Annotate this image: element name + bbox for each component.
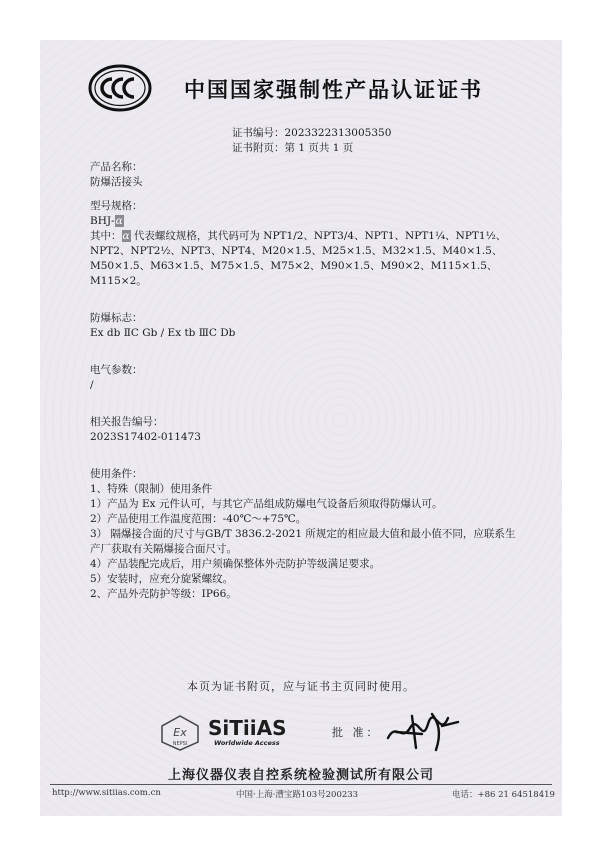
approval-block — [160, 712, 460, 756]
organization-name: 上海仪器仪表自控系统检验测试所有限公司 — [167, 768, 434, 783]
report-label: 相关报告编号： — [90, 416, 164, 428]
ex-logo-text: Ex — [173, 726, 187, 739]
sitiias-logo: SiTiiAS — [208, 716, 287, 740]
condition-item: 5）安装时，应充分旋紧螺纹。 — [90, 573, 234, 585]
condition-item: 2）产品使用工作温度范围：-40℃～+75℃。 — [90, 513, 307, 525]
certificate-content — [90, 160, 522, 602]
condition-item: 2、产品外壳防护等级：IP66。 — [90, 588, 237, 600]
condition-item: 1、特殊（限制）使用条件 — [90, 483, 213, 495]
ccc-logo-icon — [88, 64, 152, 112]
certificate-number: 证书编号：2023322313005350 — [232, 127, 392, 139]
condition-item: 3） 隔爆接合面的尺寸与GB/T 3836.2-2021 所规定的相应最大值和最小值不同，应联系生产厂获取有关隔爆接合面尺寸。 — [90, 528, 516, 555]
sitiias-tagline: Worldwide Access — [214, 739, 280, 747]
footer-website: http://www.sitiias.com.cn — [52, 788, 161, 798]
ex-logo-subtext: NEPSI — [172, 741, 188, 747]
model-desc-prefix: 其中： — [90, 230, 122, 242]
footer-address: 中国·上海·漕宝路103号200233 — [236, 790, 359, 800]
nepsi-ex-logo-icon — [160, 714, 200, 752]
ex-marking-label: 防爆标志： — [90, 312, 143, 324]
model-value — [90, 214, 522, 229]
condition-item: 4）产品装配完成后，用户须确保整体外壳防护等级满足要求。 — [90, 558, 381, 570]
annex-note: 本页为证书附页，应与证书主页同时使用。 — [187, 680, 415, 693]
footer-divider — [50, 784, 552, 785]
model-description — [90, 229, 522, 289]
report-value: 2023S17402-011473 — [90, 431, 201, 443]
footer-phone: 电话：+86 21 64518419 — [452, 790, 555, 800]
conditions-label: 使用条件： — [90, 468, 143, 480]
product-name-value: 防爆活接头 — [90, 176, 143, 188]
product-name-label: 产品名称： — [90, 161, 143, 173]
certificate-annex-page: 证书附页：第 1 页共 1 页 — [232, 142, 354, 154]
certificate-header — [88, 64, 518, 116]
model-desc-mark: α — [122, 230, 130, 242]
electrical-label: 电气参数： — [90, 364, 143, 376]
approval-label: 批 准： — [332, 726, 381, 739]
model-label: 型号规格： — [90, 200, 143, 212]
certificate-sheet — [40, 40, 562, 816]
ex-marking-value: Ex db ⅡC Gb / Ex tb ⅢC Db — [90, 327, 236, 339]
approval-signature — [382, 708, 462, 754]
model-desc-rest: 代表螺纹规格，其代码可为 NPT1/2、NPT3/4、NPT1、NPT1¼、NPT1½、NPT2、NPT2½、NPT3、NPT4、M20×1.5、M25×1.5、M32×1.5、M40×1.5、M50×1.5、M63×1.5、M75×1.5、M75×2、M90×1.5、M90×2、M115×1.5、M115×2。 — [90, 230, 507, 287]
certificate-title: 中国国家强制性产品认证证书 — [184, 78, 483, 102]
model-placeholder-mark: α — [115, 215, 123, 227]
certificate-meta — [232, 126, 391, 156]
model-prefix: BHJ- — [90, 215, 115, 227]
conditions-list — [90, 482, 522, 602]
electrical-value: / — [90, 379, 94, 391]
condition-item: 1）产品为 Ex 元件认可，与其它产品组成防爆电气设备后须取得防爆认可。 — [90, 498, 443, 510]
